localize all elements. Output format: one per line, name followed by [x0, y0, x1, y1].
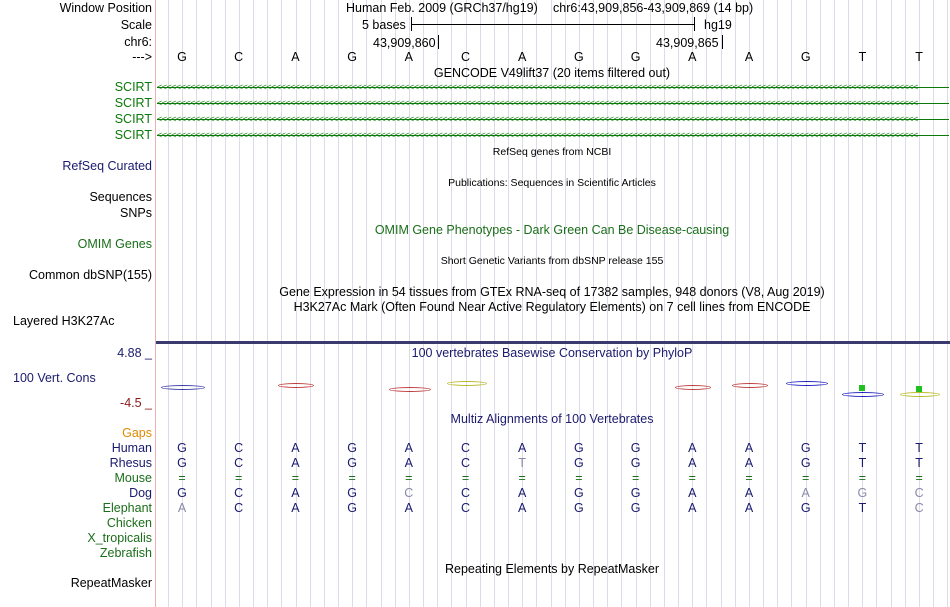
alignment-base: G — [857, 486, 868, 500]
conservation-glyph — [900, 392, 940, 397]
position-label: chr6:43,909,856-43,909,869 (14 bp) — [553, 1, 754, 15]
gencode-track-title: GENCODE V49lift37 (20 items filtered out) — [433, 66, 671, 80]
base-letter: A — [404, 50, 413, 64]
conservation-max-label: 4.88 _ — [117, 346, 152, 360]
alignment-base: G — [574, 501, 584, 515]
base-letter: G — [177, 50, 187, 64]
assembly-label: Human Feb. 2009 (GRCh37/hg19) — [346, 1, 538, 15]
alignment-base: G — [630, 501, 641, 515]
alignment-base: = — [461, 471, 470, 485]
snps-track-label[interactable]: SNPs — [120, 206, 152, 220]
alignment-base: A — [177, 501, 187, 515]
alignment-base: T — [858, 501, 867, 515]
alignment-base: = — [915, 471, 923, 485]
alignment-base: A — [291, 486, 300, 500]
scale-bar — [411, 24, 694, 25]
alignment-base: = — [405, 471, 413, 485]
strand-label: ---> — [132, 50, 152, 64]
conservation-marker — [916, 386, 922, 392]
alignment-base: G — [574, 441, 584, 455]
alignment-base: C — [234, 486, 244, 500]
alignment-base: G — [347, 441, 357, 455]
conservation-glyph — [732, 383, 768, 388]
alignment-base: = — [518, 471, 526, 485]
alignment-base: = — [235, 471, 243, 485]
window-position-label: Window Position — [59, 1, 152, 15]
base-letter: A — [744, 50, 754, 64]
alignment-base: C — [234, 456, 244, 470]
alignment-base: G — [347, 486, 357, 500]
conservation-marker — [859, 385, 865, 391]
alignment-base: G — [800, 501, 811, 515]
conservation-glyph — [447, 381, 487, 386]
assembly-db-label: hg19 — [704, 18, 732, 32]
conservation-track-label[interactable]: 100 Vert. Cons — [13, 371, 96, 385]
ruler-coord-right: 43,909,865 — [656, 36, 719, 50]
chrom-label: chr6: — [124, 35, 152, 49]
conservation-min-label: -4.5 _ — [120, 396, 152, 410]
repeatmasker-track-label[interactable]: RepeatMasker — [70, 576, 152, 590]
alignment-base: G — [630, 456, 641, 470]
dbsnp-track-label[interactable]: Common dbSNP(155) — [29, 268, 152, 282]
species-label[interactable]: Chicken — [106, 516, 152, 530]
sequences-track-title: Publications: Sequences in Scientific Articles — [448, 177, 656, 189]
base-letter: A — [688, 50, 697, 64]
refseq-track-label[interactable]: RefSeq Curated — [62, 159, 152, 173]
species-label[interactable]: X_tropicalis — [87, 531, 152, 545]
gencode-item-label[interactable]: SCIRT — [114, 128, 152, 142]
alignment-base: A — [291, 441, 300, 455]
ruler-coord-left: 43,909,860 — [373, 36, 436, 50]
alignment-base: G — [177, 486, 187, 500]
scale-bar-left-tick — [411, 17, 412, 31]
gencode-item-label[interactable]: SCIRT — [114, 96, 152, 110]
alignment-base: A — [801, 486, 810, 500]
alignment-base: = — [688, 471, 696, 485]
multiz-track-title: Multiz Alignments of 100 Vertebrates — [450, 412, 654, 426]
alignment-base: C — [234, 501, 244, 515]
dbsnp-track-title: Short Genetic Variants from dbSNP release 155 — [440, 255, 664, 267]
gencode-strand-arrows: <<<<<<<<<<<<<<<<<<<<<<<<<<<<<<<<<<<<<<<<<<<<<<<<<<<<<<<<<<<<<<<<<<<<<<<<<<<<<<<<<<<<<<<<<<<<<<<<<<<<<<<<<<<<<<<<<<<<<<<<<<<<<<<<<<<<<<<<<<<<<<<<<<<<<<<<<<<<<<<< — [157, 130, 918, 140]
alignment-base: = — [745, 471, 753, 485]
alignment-base: A — [404, 456, 413, 470]
alignment-base: G — [347, 501, 357, 515]
alignment-base: A — [744, 501, 754, 515]
repeatmasker-track-title: Repeating Elements by RepeatMasker — [444, 562, 660, 576]
base-letter: A — [291, 50, 300, 64]
alignment-base: T — [858, 441, 867, 455]
alignment-base: C — [460, 441, 471, 455]
scale-bar-text: 5 bases — [362, 18, 406, 32]
refseq-track-title: RefSeq genes from NCBI — [492, 146, 612, 158]
omim-track-label[interactable]: OMIM Genes — [77, 237, 152, 251]
base-letter: G — [574, 50, 584, 64]
gtex-track-title: Gene Expression in 54 tissues from GTEx RNA-seq of 17382 samples, 948 donors (V8, Aug 2019) — [279, 285, 825, 299]
species-label[interactable]: Zebrafish — [99, 546, 152, 560]
gencode-strand-arrows: <<<<<<<<<<<<<<<<<<<<<<<<<<<<<<<<<<<<<<<<<<<<<<<<<<<<<<<<<<<<<<<<<<<<<<<<<<<<<<<<<<<<<<<<<<<<<<<<<<<<<<<<<<<<<<<<<<<<<<<<<<<<<<<<<<<<<<<<<<<<<<<<<<<<<<<<<<<<<<<< — [157, 82, 918, 92]
conservation-glyph — [786, 381, 828, 386]
alignment-base: A — [518, 486, 527, 500]
species-label[interactable]: Human — [111, 441, 152, 455]
alignment-base: A — [404, 441, 413, 455]
alignment-base: G — [177, 441, 187, 455]
alignment-base: A — [744, 456, 754, 470]
alignment-base: A — [688, 486, 697, 500]
gencode-strand-arrows: <<<<<<<<<<<<<<<<<<<<<<<<<<<<<<<<<<<<<<<<<<<<<<<<<<<<<<<<<<<<<<<<<<<<<<<<<<<<<<<<<<<<<<<<<<<<<<<<<<<<<<<<<<<<<<<<<<<<<<<<<<<<<<<<<<<<<<<<<<<<<<<<<<<<<<<<<<<<<<<< — [157, 114, 918, 124]
h3k27ac-track-title: H3K27Ac Mark (Often Found Near Active Regulatory Elements) on 7 cell lines from ENCODE — [293, 300, 811, 314]
scale-label: Scale — [120, 18, 152, 32]
alignment-base: A — [291, 456, 300, 470]
species-label[interactable]: Mouse — [114, 471, 152, 485]
alignment-base: = — [348, 471, 356, 485]
alignment-base: A — [688, 501, 697, 515]
alignment-base: = — [291, 471, 300, 485]
alignment-base: G — [177, 456, 187, 470]
conservation-track-title: 100 vertebrates Basewise Conservation by PhyloP — [411, 346, 693, 360]
track-area-border — [155, 0, 156, 607]
alignment-base: C — [914, 501, 924, 515]
alignment-base: C — [404, 486, 414, 500]
alignment-base: C — [234, 441, 244, 455]
alignment-base: A — [744, 486, 754, 500]
alignment-base: T — [915, 456, 923, 470]
conservation-glyph — [389, 387, 431, 392]
base-letter: G — [630, 50, 641, 64]
base-letter: A — [518, 50, 527, 64]
alignment-base: A — [744, 441, 754, 455]
base-letter: T — [858, 50, 867, 64]
species-label[interactable]: Elephant — [102, 501, 152, 515]
h3k27ac-signal-bar — [156, 341, 950, 344]
scale-bar-right-tick — [694, 17, 695, 31]
alignment-base: = — [178, 471, 186, 485]
gaps-label: Gaps — [122, 426, 152, 440]
ruler-tick-left — [438, 35, 439, 49]
alignment-base: G — [630, 441, 641, 455]
base-letter: C — [234, 50, 244, 64]
conservation-glyph — [161, 385, 205, 390]
alignment-base: = — [802, 471, 810, 485]
alignment-base: T — [518, 456, 526, 470]
alignment-base: A — [404, 501, 413, 515]
alignment-base: A — [688, 441, 697, 455]
alignment-base: = — [631, 471, 640, 485]
base-letter: C — [460, 50, 471, 64]
alignment-base: G — [574, 486, 584, 500]
gencode-item-label[interactable]: SCIRT — [114, 112, 152, 126]
alignment-base: T — [915, 441, 923, 455]
species-label[interactable]: Dog — [129, 486, 152, 500]
base-letter: G — [800, 50, 811, 64]
alignment-base: A — [688, 456, 697, 470]
alignment-base: C — [460, 456, 471, 470]
alignment-base: C — [460, 501, 471, 515]
alignment-base: A — [518, 501, 527, 515]
alignment-base: G — [800, 441, 811, 455]
alignment-base: = — [575, 471, 583, 485]
alignment-base: A — [291, 501, 300, 515]
alignment-base: G — [347, 456, 357, 470]
alignment-base: T — [858, 456, 867, 470]
alignment-base: C — [914, 486, 924, 500]
alignment-base: = — [858, 471, 867, 485]
alignment-base: C — [460, 486, 471, 500]
conservation-glyph — [842, 392, 884, 397]
alignment-base: G — [630, 486, 641, 500]
omim-track-title: OMIM Gene Phenotypes - Dark Green Can Be Disease-causing — [374, 223, 730, 237]
species-label[interactable]: Rhesus — [109, 456, 152, 470]
base-letter: T — [915, 50, 923, 64]
conservation-glyph — [278, 383, 314, 388]
alignment-base: G — [800, 456, 811, 470]
sequences-track-label[interactable]: Sequences — [89, 190, 152, 204]
alignment-base: G — [574, 456, 584, 470]
ruler-tick-right — [722, 35, 723, 49]
base-letter: G — [347, 50, 357, 64]
alignment-base: A — [518, 441, 527, 455]
gencode-strand-arrows: <<<<<<<<<<<<<<<<<<<<<<<<<<<<<<<<<<<<<<<<<<<<<<<<<<<<<<<<<<<<<<<<<<<<<<<<<<<<<<<<<<<<<<<<<<<<<<<<<<<<<<<<<<<<<<<<<<<<<<<<<<<<<<<<<<<<<<<<<<<<<<<<<<<<<<<<<<<<<<<< — [157, 98, 918, 108]
gencode-item-label[interactable]: SCIRT — [114, 80, 152, 94]
h3k27ac-track-label[interactable]: Layered H3K27Ac — [13, 314, 115, 328]
